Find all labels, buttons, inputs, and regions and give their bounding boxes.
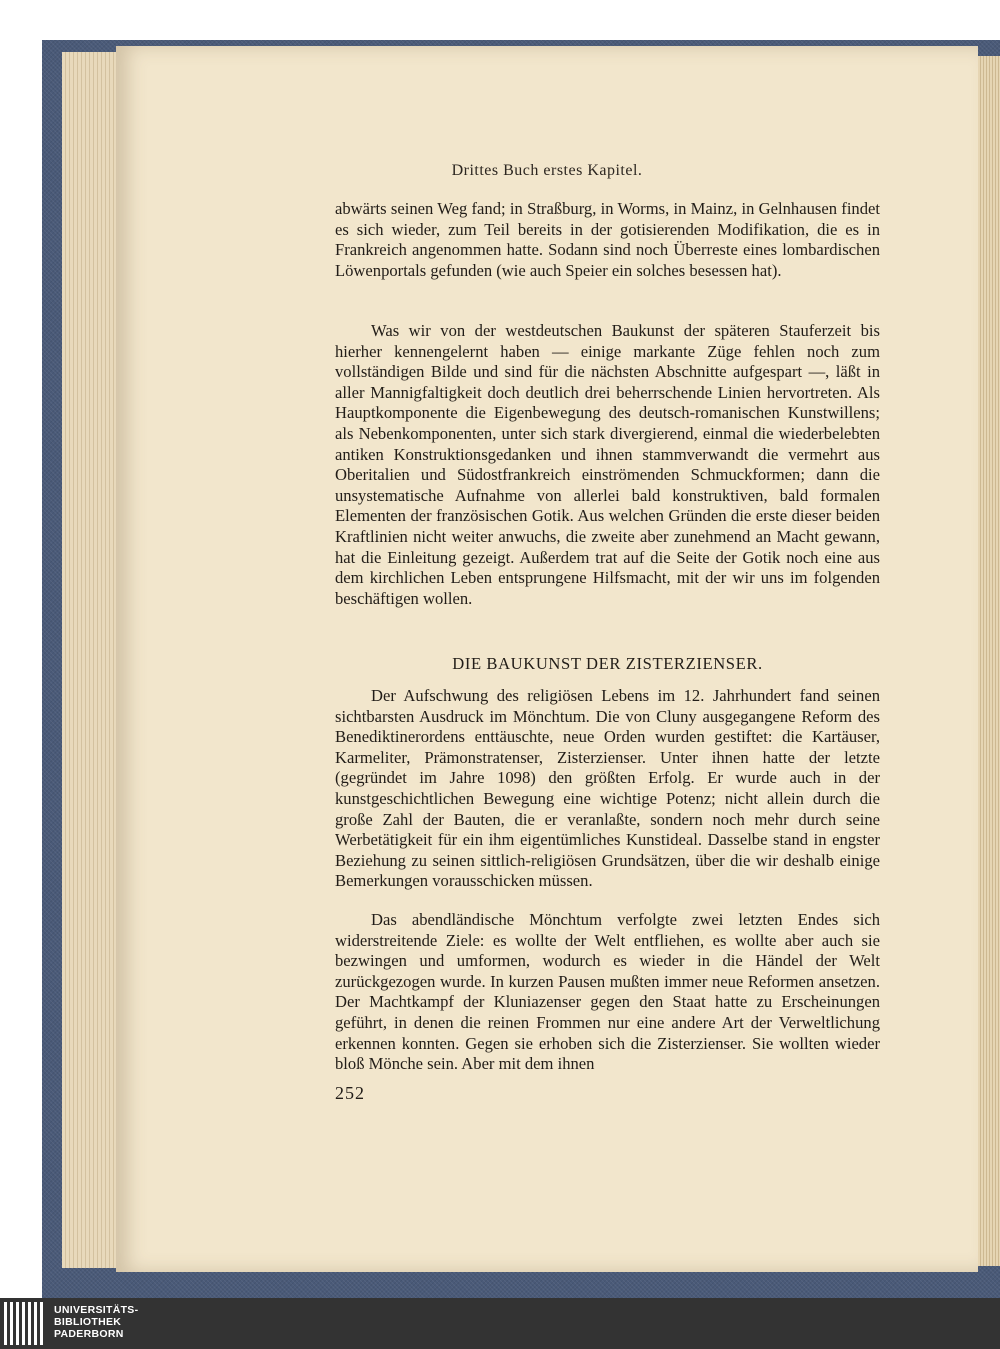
page-number: 252 (335, 1083, 365, 1103)
running-head: Drittes Buch erstes Kapitel. (451, 162, 643, 179)
paragraph-text: Das abendländische Mönchtum verfolgte zwei letzten Endes sich widerstreitende Ziele: es wollte der Welt entfliehen, es wollte aber auch sie bezwingen und umformen, wodurch es wieder in die Händel der Welt zurückgezogen wurde. In kurzen Pausen mußten immer neue Reformen ansetzen. Der Machtkampf der Kluniazenser gegen den Staat hatte zu Erscheinungen geführt, in denen die reinen Frommen nur eine andere Art der Verweltlichung erkennen konnten. Gegen sie erhoben sich die Zisterzienser. Sie wollten wieder bloß Mönche sein. Aber mit dem ihnen (335, 910, 880, 1074)
paragraph-text: abwärts seinen Weg fand; in Straßburg, in Worms, in Mainz, in Gelnhausen findet es sich wieder, zum Teil bereits in der gotisierenden Modifikation, die es in Frankreich angenommen hatte. Sodann sind noch Überreste eines lombardischen Löwenportals gefunden (wie auch Speier ein solches besessen hat). (335, 199, 880, 280)
paragraph (335, 321, 880, 609)
logo-line: UNIVERSITÄTS- (54, 1304, 139, 1316)
facing-page-edge (978, 56, 1000, 1266)
logo-line: PADERBORN (54, 1328, 124, 1340)
paragraph-text: Was wir von der westdeutschen Baukunst der späteren Stauferzeit bis hierher kennengelernt haben — einige markante Züge fehlen noch zum vollständigen Bilde und sind für die nächsten Abschnitte aufgespart —, läßt in aller Mannigfaltigkeit doch deutlich drei beherrschende Linien hervortreten. Als Hauptkomponente die Eigenbewegung des deutsch-romanischen Kunstwillens; als Nebenkomponenten, unter sich stark divergierend, einmal die wiederbelebten antiken Konstruktionsgedanken und ihnen stammverwandt die vermehrt aus Oberitalien und Südostfrankreich einströmenden Schmuckformen; dann die unsystematische Aufnahme von allerlei bald konstruktiven, bald formalen Elementen der französischen Gotik. Aus welchen Gründen die erste dieser beiden Kraftlinien nicht weiter anwuchs, die zweite aber zunehmend an Macht gewann, hat die Einleitung gezeigt. Außerdem trat auf die Seite der Gotik noch eine aus dem kirchlichen Leben entsprungene Hilfsmacht, mit der wir uns im folgenden beschäftigen wollen. (335, 321, 880, 608)
logo-line: BIBLIOTHEK (54, 1316, 122, 1328)
paragraph-continued (335, 199, 880, 281)
section-heading: DIE BAUKUNST DER ZISTERZIENSER. (452, 654, 763, 673)
library-footer (0, 1298, 1000, 1349)
paragraph-text: Der Aufschwung des religiösen Lebens im 12. Jahrhundert fand seinen sichtbarsten Ausdruck im Mönchtum. Die von Cluny ausgegangene Reform des Benediktinerordens enttäuschte, neue Orden wurden gestiftet: die Kartäuser, Karmeliter, Prämonstratenser, Zisterzienser. Unter ihnen hatte der letzte (gegründet im Jahre 1098) den größten Erfolg. Er wurde auch in der kunstgeschichtlichen Bewegung eine wichtige Potenz; nicht allein durch die große Zahl der Bauten, die er veranlaßte, sondern noch mehr durch seine Werbetätigkeit für ein ihm eigentümliches Kunstideal. Dasselbe stand in engster Beziehung zu seinen sittlich-religiösen Grundsätzen, über die wir deshalb einige Bemerkungen vorausschicken müssen. (335, 686, 880, 891)
library-logo-text (54, 1304, 138, 1340)
paragraph (335, 686, 880, 892)
library-logo-icon (4, 1302, 46, 1345)
paragraph (335, 910, 880, 1075)
